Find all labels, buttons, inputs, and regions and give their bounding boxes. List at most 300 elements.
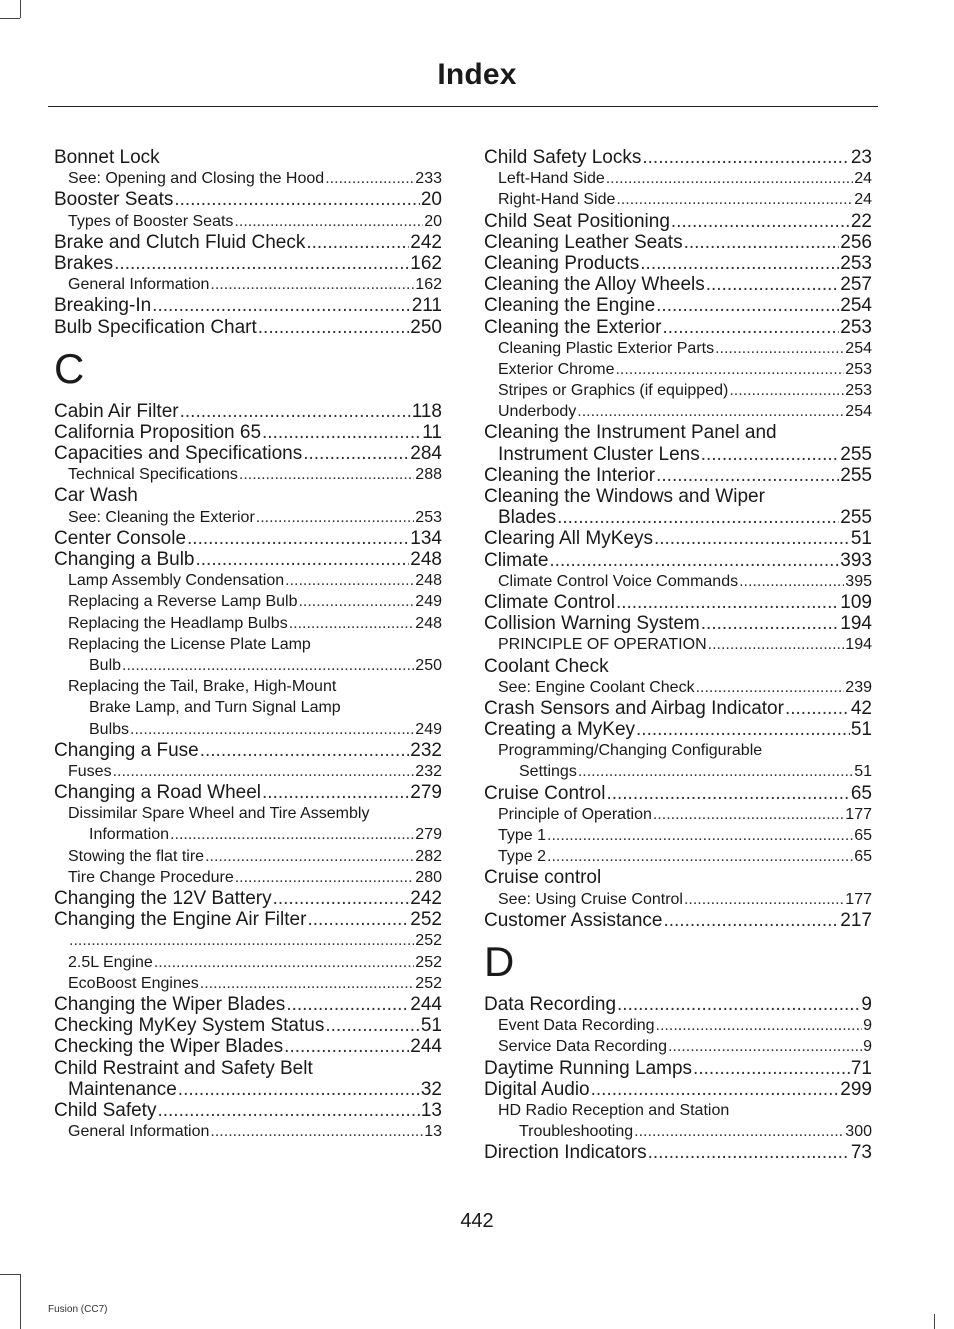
entry-topic: Right-Hand Side [498, 191, 616, 209]
entry-topic: Digital Audio [484, 1078, 590, 1100]
leader-dots [577, 401, 844, 422]
index-entry: Cruise control [484, 867, 602, 889]
entry-page: 194 [845, 636, 872, 654]
page-title: Index [437, 58, 517, 91]
entry-topic: Direction Indicators [484, 1142, 647, 1164]
entry-page: 217 [840, 909, 872, 931]
leader-dots [174, 189, 420, 210]
entry-topic: Booster Seats [54, 189, 174, 211]
leader-dots [616, 189, 853, 210]
entry-page: 13 [420, 1099, 442, 1121]
leader-dots [656, 1015, 863, 1036]
entry-page: 242 [410, 231, 442, 253]
leader-dots [693, 1058, 850, 1079]
index-entry [484, 613, 872, 634]
index-entry [484, 232, 872, 253]
entry-page: 51 [850, 719, 872, 741]
index-entry: Cleaning the Instrument Panel and [484, 422, 777, 444]
page-number: 442 [460, 1210, 494, 1232]
index-entry [54, 317, 442, 338]
entry-page: 9 [863, 1017, 872, 1035]
leader-dots [69, 930, 414, 951]
index-entry: Cleaning the Windows and Wiper [484, 486, 765, 507]
leader-dots [273, 888, 410, 909]
entry-page: 288 [415, 466, 442, 484]
index-entry [484, 317, 872, 338]
entry-page: 279 [415, 826, 442, 844]
entry-page: 51 [850, 528, 872, 550]
entry-page: 32 [420, 1078, 442, 1100]
section-letter: C [54, 344, 85, 392]
leader-dots [210, 274, 414, 295]
leader-dots [325, 1015, 420, 1036]
entry-page: 194 [840, 613, 872, 635]
entry-topic: Cruise Control [484, 782, 606, 804]
index-entry [54, 1015, 442, 1036]
index-subentry [54, 952, 442, 973]
leader-dots [200, 740, 410, 761]
crop-mark [934, 1314, 935, 1329]
index-subentry [54, 507, 442, 528]
index-entry [54, 888, 442, 909]
crop-mark [20, 1274, 21, 1314]
index-entry [484, 698, 872, 719]
entry-topic: Event Data Recording [498, 1017, 655, 1035]
entry-page: 254 [840, 295, 872, 317]
entry-topic: Changing the 12V Battery [54, 888, 272, 909]
index-subentry: Programming/Changing Configurable [498, 742, 763, 760]
entry-page: 65 [854, 827, 872, 844]
index-entry [54, 443, 442, 464]
entry-page: 23 [850, 147, 872, 168]
crop-mark [0, 18, 20, 19]
entry-topic: Settings [519, 763, 577, 781]
index-subentry [484, 189, 872, 210]
entry-page: 284 [410, 443, 442, 465]
entry-topic: Cleaning the Alloy Wheels [484, 274, 705, 296]
leader-dots [200, 973, 415, 994]
entry-page: 9 [863, 1038, 872, 1056]
entry-topic: EcoBoost Engines [68, 974, 199, 992]
entry-topic: General Information [68, 1123, 210, 1141]
leader-dots [656, 465, 839, 486]
index-entry [54, 549, 442, 570]
index-entry [484, 528, 872, 549]
entry-page: 255 [840, 464, 872, 486]
entry-topic: Changing the Engine Air Filter [54, 909, 307, 931]
leader-dots [256, 507, 415, 528]
leader-dots [170, 824, 414, 845]
header-rule [48, 106, 878, 107]
index-subentry [54, 846, 442, 867]
leader-dots [739, 571, 844, 592]
entry-topic: Child Safety Locks [484, 147, 642, 168]
index-subentry: Dissimilar Spare Wheel and Tire Assembly [68, 805, 370, 823]
index-column-right [484, 147, 872, 1163]
entry-page: 248 [415, 572, 442, 590]
index-entry [484, 550, 872, 571]
entry-page: 249 [415, 593, 442, 611]
leader-dots [178, 1079, 420, 1100]
index-subentry [484, 338, 872, 359]
index-entry [484, 1079, 872, 1100]
entry-topic: Brakes [54, 252, 114, 274]
index-entry [484, 147, 872, 168]
entry-page: 232 [415, 762, 442, 780]
leader-dots [114, 253, 409, 274]
entry-page: 299 [840, 1078, 872, 1100]
leader-dots [303, 443, 409, 464]
leader-dots [656, 295, 839, 316]
leader-dots [696, 677, 845, 698]
leader-dots [729, 380, 844, 401]
leader-dots [298, 591, 414, 612]
index-entry [54, 740, 442, 761]
entry-topic: Child Safety [54, 1099, 157, 1121]
entry-page: 253 [415, 508, 442, 526]
entry-topic: Climate Control [484, 591, 615, 613]
entry-topic: Replacing the Headlamp Bulbs [68, 614, 288, 632]
crop-mark [20, 0, 21, 18]
index-subentry [54, 211, 442, 232]
leader-dots [578, 761, 853, 782]
entry-topic: Bulb [89, 656, 122, 674]
index-entry [54, 295, 442, 316]
index-subentry [54, 824, 442, 845]
entry-topic: Changing the Wiper Blades [54, 993, 286, 1015]
entry-topic: Crash Sensors and Airbag Indicator [484, 697, 784, 719]
index-entry [54, 994, 442, 1015]
index-entry: Bonnet Lock [54, 147, 160, 168]
index-entry [484, 783, 872, 804]
leader-dots [285, 570, 414, 591]
leader-dots [557, 507, 839, 528]
index-subentry [54, 761, 442, 782]
entry-topic: Customer Assistance [484, 909, 663, 931]
entry-topic: PRINCIPLE OF OPERATION [498, 636, 707, 654]
index-subentry [54, 274, 442, 295]
index-entry [484, 211, 872, 232]
entry-page: 255 [840, 443, 872, 465]
entry-page: 162 [410, 252, 442, 274]
index-subentry [54, 168, 442, 189]
leader-dots [130, 719, 414, 740]
index-subentry [54, 570, 442, 591]
leader-dots [615, 359, 844, 380]
entry-topic: Cabin Air Filter [54, 400, 179, 422]
entry-page: 109 [840, 591, 872, 613]
entry-page: 9 [861, 993, 872, 1015]
entry-page: 20 [424, 212, 442, 230]
leader-dots [653, 804, 844, 825]
entry-topic: See: Engine Coolant Check [498, 678, 695, 696]
entry-topic: Underbody [498, 403, 577, 421]
entry-page: 177 [845, 890, 872, 908]
index-entry [484, 253, 872, 274]
leader-dots [205, 846, 414, 867]
index-subentry: Replacing the Tail, Brake, High-Mount [68, 678, 337, 696]
leader-dots [307, 909, 409, 930]
entry-page: 252 [415, 932, 442, 950]
index-subentry: Replacing the License Plate Lamp [68, 635, 311, 653]
entry-page: 256 [840, 231, 872, 253]
index-entry [484, 592, 872, 613]
index-subentry: HD Radio Reception and Station [498, 1101, 730, 1119]
index-subentry [54, 1121, 442, 1142]
index-entry [54, 401, 442, 422]
entry-page: 42 [850, 697, 872, 719]
leader-dots [306, 232, 409, 253]
index-entry [484, 465, 872, 486]
entry-topic: Capacities and Specifications [54, 443, 303, 465]
entry-topic: Left-Hand Side [498, 170, 605, 188]
entry-page: 252 [410, 909, 442, 931]
entry-topic: Collision Warning System [484, 613, 700, 635]
entry-page: 253 [840, 316, 872, 338]
entry-topic: Climate [484, 549, 549, 571]
entry-topic: Checking MyKey System Status [54, 1015, 325, 1037]
leader-dots [325, 168, 414, 189]
index-entry [54, 189, 442, 210]
index-subentry [484, 1036, 872, 1057]
index-entry [54, 1036, 442, 1057]
leader-dots [654, 528, 850, 549]
entry-page: 65 [850, 782, 872, 804]
index-subentry [54, 655, 442, 676]
index-entry: Car Wash [54, 485, 138, 507]
entry-page: 13 [424, 1123, 442, 1141]
index-entry: Child Restraint and Safety Belt [54, 1057, 313, 1079]
leader-dots [671, 211, 850, 232]
leader-dots [642, 147, 850, 168]
leader-dots [549, 550, 839, 571]
leader-dots [684, 232, 840, 253]
leader-dots [636, 719, 850, 740]
crop-mark [20, 1314, 21, 1329]
leader-dots [715, 338, 844, 359]
entry-topic: Stripes or Graphics (if equipped) [498, 382, 729, 400]
entry-page: 232 [410, 739, 442, 761]
entry-page: 248 [415, 614, 442, 632]
leader-dots [701, 613, 840, 634]
entry-topic: 2.5L Engine [68, 953, 153, 971]
entry-topic: See: Using Cruise Control [498, 890, 683, 908]
entry-page: 250 [415, 656, 442, 674]
index-subentry [484, 359, 872, 380]
entry-topic: Changing a Road Wheel [54, 782, 262, 804]
index-subentry [54, 591, 442, 612]
entry-topic: Replacing a Reverse Lamp Bulb [68, 593, 298, 611]
entry-page: 239 [845, 678, 872, 696]
entry-page: 162 [415, 276, 442, 294]
index-entry [484, 910, 872, 931]
entry-topic: Type 2 [498, 848, 547, 866]
leader-dots [606, 168, 853, 189]
index-entry [54, 909, 442, 930]
entry-topic: Center Console [54, 527, 187, 549]
entry-page: 65 [854, 848, 872, 866]
entry-topic: Child Seat Positioning [484, 210, 670, 232]
leader-dots [708, 634, 845, 655]
index-entry [54, 422, 442, 443]
leader-dots [662, 317, 839, 338]
entry-page: 252 [415, 953, 442, 971]
entry-topic: Type 1 [498, 827, 547, 844]
index-entry [484, 274, 872, 295]
entry-topic: Maintenance [68, 1078, 177, 1100]
entry-page: 244 [410, 1036, 442, 1058]
index-column-left [54, 147, 442, 1142]
index-subentry [54, 464, 442, 485]
leader-dots [668, 1036, 862, 1057]
entry-topic: Technical Specifications [68, 466, 238, 484]
leader-dots [262, 782, 409, 803]
entry-page: 24 [854, 170, 872, 188]
leader-dots [239, 464, 414, 485]
index-subentry [484, 677, 872, 698]
entry-topic: Types of Booster Seats [68, 212, 234, 230]
crop-mark [0, 1274, 20, 1275]
entry-page: 248 [410, 549, 442, 570]
leader-dots [706, 274, 840, 295]
entry-page: 134 [410, 527, 442, 549]
entry-topic: Information [89, 826, 170, 844]
leader-dots [663, 910, 839, 931]
leader-dots [591, 1079, 840, 1100]
entry-page: 253 [845, 382, 872, 400]
index-subentry [484, 401, 872, 422]
index-entry [484, 1142, 872, 1163]
index-entry [484, 1058, 872, 1079]
entry-topic: Cleaning the Interior [484, 464, 656, 486]
leader-dots [616, 592, 839, 613]
entry-topic: Checking the Wiper Blades [54, 1036, 284, 1058]
leader-dots [180, 401, 411, 422]
index-subentry: Brake Lamp, and Turn Signal Lamp [89, 699, 341, 717]
entry-topic: Brake and Clutch Fluid Check [54, 231, 306, 253]
entry-page: 255 [840, 507, 872, 529]
leader-dots [152, 295, 411, 316]
section-letter: D [484, 937, 515, 985]
entry-page: 252 [415, 974, 442, 992]
leader-dots [258, 317, 410, 338]
entry-topic: Principle of Operation [498, 805, 652, 823]
entry-topic: Exterior Chrome [498, 360, 615, 378]
leader-dots [785, 698, 850, 719]
entry-page: 279 [410, 782, 442, 804]
entry-topic: Blades [498, 507, 557, 529]
index-entry [484, 507, 872, 528]
index-subentry [484, 761, 872, 782]
index-subentry [484, 846, 872, 867]
entry-topic: Clearing All MyKeys [484, 528, 653, 550]
entry-page: 51 [420, 1015, 442, 1037]
leader-dots [684, 889, 844, 910]
entry-page: 20 [420, 189, 442, 211]
entry-page: 253 [845, 360, 872, 378]
entry-topic: Service Data Recording [498, 1038, 667, 1056]
leader-dots [289, 613, 415, 634]
entry-page: 395 [845, 572, 872, 590]
entry-page: 24 [854, 191, 872, 209]
index-subentry [484, 825, 872, 846]
leader-dots [210, 1121, 423, 1142]
entry-page: 242 [410, 888, 442, 909]
index-entry [54, 253, 442, 274]
index-entry [484, 444, 872, 465]
index-subentry [484, 168, 872, 189]
leader-dots [617, 994, 860, 1015]
leader-dots [113, 761, 415, 782]
entry-topic: Cleaning Leather Seats [484, 231, 683, 253]
index-subentry [484, 804, 872, 825]
entry-page: 253 [840, 252, 872, 274]
entry-topic: Cleaning Plastic Exterior Parts [498, 339, 715, 357]
entry-topic: California Proposition 65 [54, 421, 262, 443]
entry-topic: Lamp Assembly Condensation [68, 572, 285, 590]
index-entry: Coolant Check [484, 655, 609, 677]
leader-dots [286, 994, 409, 1015]
entry-page: 282 [415, 847, 442, 865]
leader-dots [154, 952, 414, 973]
leader-dots [640, 253, 839, 274]
entry-page: 118 [411, 400, 442, 422]
entry-topic: Bulb Specification Chart [54, 316, 257, 338]
entry-page: 250 [410, 316, 442, 338]
entry-page: 257 [840, 274, 872, 296]
entry-topic: Tire Change Procedure [68, 868, 234, 886]
leader-dots [606, 783, 849, 804]
leader-dots [701, 444, 840, 465]
index-entry [54, 1100, 442, 1121]
entry-topic: Changing a Fuse [54, 739, 199, 761]
entry-page: 233 [415, 170, 442, 188]
entry-page: 22 [850, 210, 872, 232]
index-entry [54, 782, 442, 803]
entry-topic: Cleaning Products [484, 252, 640, 274]
index-subentry [484, 1015, 872, 1036]
leader-dots [122, 655, 414, 676]
leader-dots [284, 1036, 409, 1057]
index-subentry [484, 571, 872, 592]
entry-page: 244 [410, 993, 442, 1015]
index-entry [54, 528, 442, 549]
entry-page: 51 [854, 763, 872, 781]
index-subentry [484, 1121, 872, 1142]
entry-topic: Changing a Bulb [54, 549, 195, 570]
index-entry [484, 719, 872, 740]
entry-page: 11 [422, 421, 442, 443]
entry-topic: Stowing the flat tire [68, 847, 205, 865]
leader-dots [648, 1142, 850, 1163]
leader-dots [262, 422, 421, 443]
leader-dots [547, 846, 853, 867]
entry-topic: Climate Control Voice Commands [498, 572, 739, 590]
index-subentry [484, 889, 872, 910]
leader-dots [234, 211, 423, 232]
entry-page: 71 [850, 1057, 872, 1079]
entry-page: 211 [411, 295, 442, 317]
index-entry [54, 232, 442, 253]
entry-page: 254 [845, 403, 872, 421]
leader-dots [634, 1121, 844, 1142]
entry-topic: See: Cleaning the Exterior [68, 508, 255, 526]
entry-topic: General Information [68, 276, 210, 294]
index-subentry [54, 930, 442, 951]
entry-topic: Fuses [68, 762, 112, 780]
entry-topic: See: Opening and Closing the Hood [68, 170, 325, 188]
entry-topic: Breaking-In [54, 295, 152, 317]
